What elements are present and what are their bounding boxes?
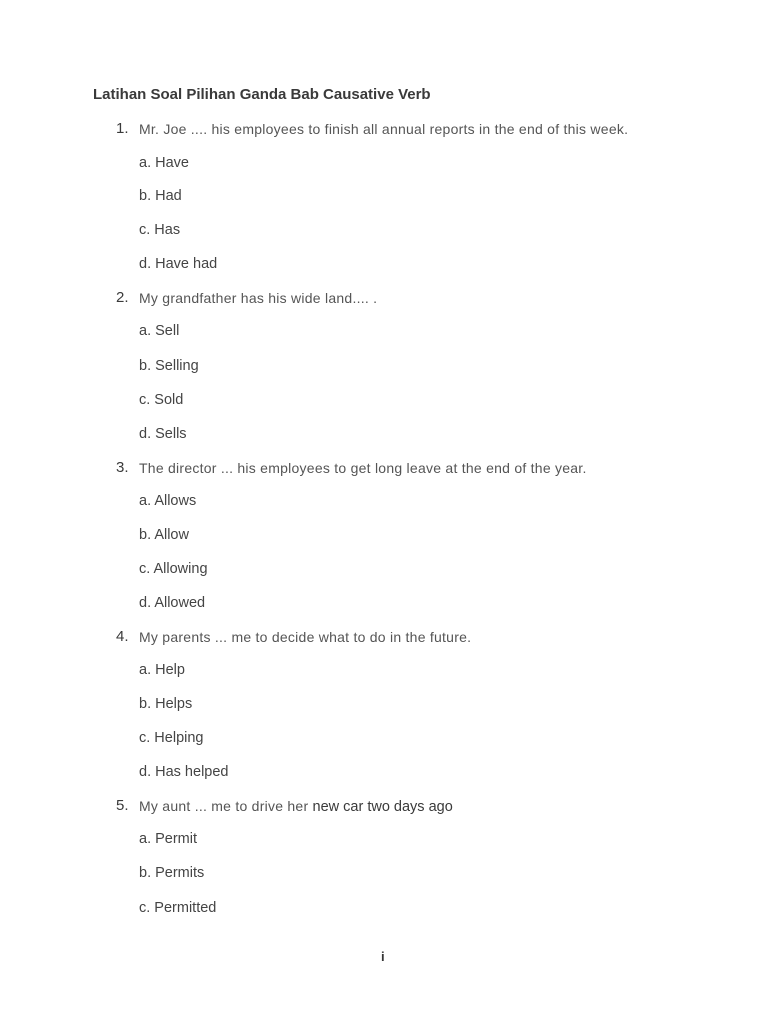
question-number: 5. [116, 797, 129, 814]
option-c: c. Has [139, 222, 181, 238]
question-text [139, 798, 453, 815]
option-a: a. Allows [139, 493, 197, 509]
question-text: Mr. Joe .... his employees to finish all annual reports in the end of this week. [139, 121, 629, 137]
question-number: 3. [116, 459, 129, 476]
question-text-part2: new car two days ago [312, 799, 453, 815]
question-number: 4. [116, 628, 129, 645]
question-text: My parents ... me to decide what to do in the future. [139, 629, 472, 645]
option-d: d. Sells [139, 426, 187, 442]
option-b: b. Allow [139, 527, 189, 543]
option-c: c. Permitted [139, 900, 217, 916]
option-d: d. Allowed [139, 595, 206, 611]
option-b: b. Helps [139, 696, 193, 712]
option-d: d. Have had [139, 256, 218, 272]
document-title: Latihan Soal Pilihan Ganda Bab Causative Verb [93, 86, 431, 103]
option-c: c. Sold [139, 392, 184, 408]
option-d: d. Has helped [139, 764, 229, 780]
option-a: a. Have [139, 155, 189, 171]
option-b: b. Had [139, 188, 182, 204]
question-text-part1: My aunt ... me to drive her [139, 798, 309, 814]
option-a: a. Help [139, 662, 185, 678]
option-a: a. Permit [139, 831, 198, 847]
option-b: b. Selling [139, 358, 199, 374]
question-number: 2. [116, 289, 129, 306]
question-text: My grandfather has his wide land.... . [139, 290, 378, 306]
option-c: c. Helping [139, 730, 204, 746]
option-a: a. Sell [139, 323, 180, 339]
option-c: c. Allowing [139, 561, 208, 577]
question-text: The director ... his employees to get long leave at the end of the year. [139, 460, 587, 476]
question-number: 1. [116, 120, 129, 137]
option-b: b. Permits [139, 865, 205, 881]
page-number: i [381, 949, 385, 964]
